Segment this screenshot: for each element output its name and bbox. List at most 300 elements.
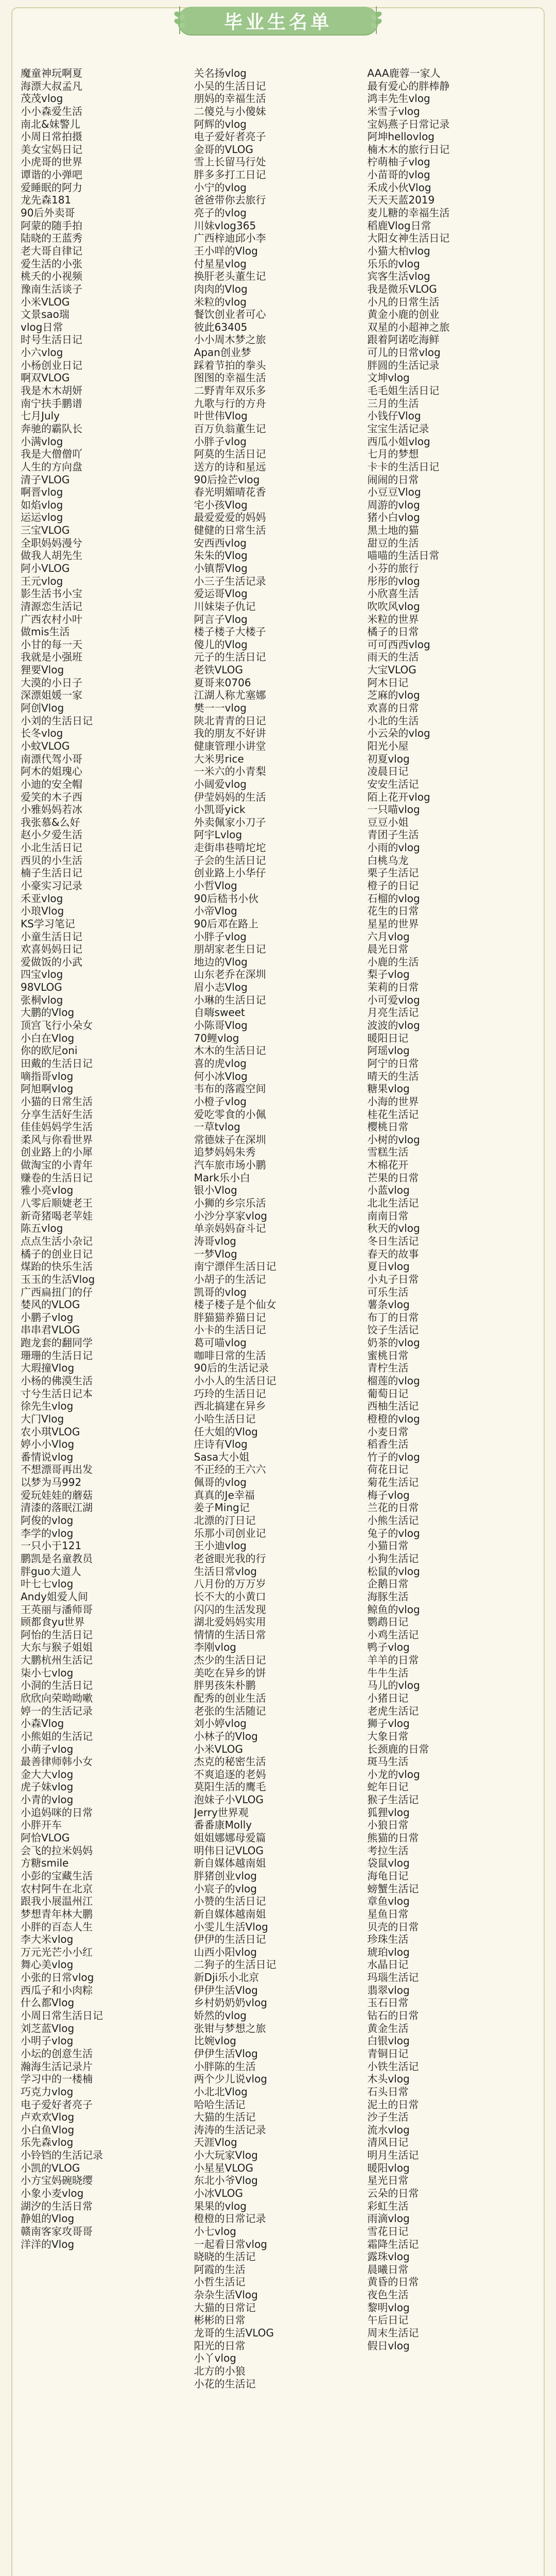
name-entry: 熊猫的日常 bbox=[367, 1832, 419, 1844]
name-entry: 两个少儿说vlog bbox=[194, 2073, 267, 2086]
name-entry: 小萌子vlog bbox=[21, 1742, 74, 1755]
name-entry: 禾亚vlog bbox=[21, 892, 63, 905]
name-entry: 外卖佩家小刀子 bbox=[194, 816, 266, 828]
name-entry: 比婉vlog bbox=[194, 2035, 236, 2047]
name-entry: 老铁VLOG bbox=[194, 664, 244, 676]
name-entry: 爸爸带你去旅行 bbox=[194, 194, 266, 207]
name-entry: 子会的生活日记 bbox=[194, 854, 266, 867]
name-entry: 我是微乐VLOG bbox=[367, 282, 437, 295]
name-entry: 云朵的日常 bbox=[367, 2187, 419, 2199]
name-entry: 学习中的一楼楠 bbox=[21, 2073, 93, 2086]
name-entry: 地边的Vlog bbox=[194, 955, 248, 968]
name-entry: 小哈生活日记 bbox=[194, 1412, 256, 1425]
name-entry: 雪花日记 bbox=[367, 2225, 409, 2238]
name-entry: 如焰vlog bbox=[21, 498, 63, 511]
name-entry: 小狗生活记 bbox=[367, 1552, 419, 1565]
name-entry: 傻儿的Vlog bbox=[194, 638, 248, 651]
name-entry: 小鹏子vlog bbox=[21, 1311, 74, 1324]
name-entry: 生活日常vlog bbox=[194, 1565, 257, 1578]
name-entry: 阿瑶vlog bbox=[367, 1044, 410, 1057]
name-entry: 佩哥的vlog bbox=[194, 1476, 247, 1489]
name-entry: 伊伊生活Vlog bbox=[194, 1984, 258, 1996]
name-entry: 大漠的小日子 bbox=[21, 676, 82, 689]
name-entry: 狐狸vlog bbox=[367, 1806, 410, 1819]
name-entry: 小周日常拍摄 bbox=[21, 130, 82, 143]
name-entry: 佳佳妈妈学生活 bbox=[21, 1121, 93, 1133]
name-entry: 做我人胡先生 bbox=[21, 549, 82, 562]
name-entry: 李刚vlog bbox=[194, 1641, 236, 1654]
name-entry: 小冰VLOG bbox=[194, 2187, 244, 2199]
name-entry: 夏日vlog bbox=[367, 1260, 410, 1273]
name-entry: 做淘宝的小青年 bbox=[21, 1159, 93, 1172]
name-entry: 葛可喵vlog bbox=[194, 1336, 247, 1349]
name-entry: 番情说vlog bbox=[21, 1450, 74, 1463]
name-entry: 石头日常 bbox=[367, 2085, 409, 2098]
name-entry: 朋妈的幸福生活 bbox=[194, 92, 266, 105]
name-entry: 明月生活记 bbox=[367, 2149, 419, 2162]
name-entry: 蛇年日记 bbox=[367, 1781, 409, 1793]
name-entry: 米粒的vlog bbox=[194, 295, 247, 308]
name-entry: 阿莫的生活日记 bbox=[194, 448, 266, 461]
name-entry: 小哲Vlog bbox=[194, 879, 237, 892]
name-entry: 小铁生活记 bbox=[367, 2060, 419, 2073]
name-entry: 健康管理小讲堂 bbox=[194, 739, 266, 752]
name-entry: 小卡的生活日记 bbox=[194, 1324, 266, 1336]
name-entry: 暖阳vlog bbox=[367, 2161, 410, 2174]
name-entry: 小陈哥Vlog bbox=[194, 1019, 248, 1032]
name-entry: 叶世伟Vlog bbox=[194, 410, 248, 422]
name-column-1 bbox=[21, 67, 189, 2390]
name-entry: 雨天的生活 bbox=[367, 651, 419, 664]
name-entry: 长不大的小黄口 bbox=[194, 1590, 266, 1603]
name-entry: 甜豆的生活 bbox=[367, 536, 419, 549]
name-entry: 星光日常 bbox=[367, 2174, 409, 2187]
name-entry: 牛牛生活 bbox=[367, 1666, 409, 1679]
name-entry: 琥珀vlog bbox=[367, 1945, 410, 1958]
name-entry: 胖多多打工日记 bbox=[194, 168, 266, 181]
name-entry: 小凡的日常生活 bbox=[367, 295, 440, 308]
name-entry: 鲸鱼的vlog bbox=[367, 1603, 420, 1616]
name-entry: 静姐的Vlog bbox=[21, 2212, 75, 2225]
name-entry: 榴莲的vlog bbox=[367, 1374, 420, 1387]
name-entry: 海豚生活 bbox=[367, 1590, 409, 1603]
name-entry: 黄金小鹿的创业 bbox=[367, 308, 440, 321]
name-entry: 小刘的生活日记 bbox=[21, 714, 93, 727]
name-entry: 小沙分享家vlog bbox=[194, 1209, 267, 1222]
name-entry: 闪闪的生活发现 bbox=[194, 1603, 266, 1616]
name-entry: 晨光日常 bbox=[367, 943, 409, 956]
name-entry: 玉石日常 bbox=[367, 1996, 409, 2009]
name-entry: 安安生活记 bbox=[367, 777, 419, 790]
name-entry: 小虎哥的世界 bbox=[21, 156, 82, 168]
name-entry: 西贝的小生活 bbox=[21, 854, 82, 867]
name-entry: 南北&妹警儿 bbox=[21, 117, 80, 130]
name-entry: 初夏vlog bbox=[367, 752, 410, 765]
name-entry: 稻香生活 bbox=[367, 1438, 409, 1451]
name-entry: 爱笑的木子西 bbox=[21, 790, 82, 803]
name-entry: 90后捡芒vlog bbox=[194, 473, 260, 486]
name-entry: 百万负翁董生记 bbox=[194, 422, 266, 435]
name-entry: 玛瑙生活记 bbox=[367, 1971, 419, 1984]
name-entry: 赵小夕爱生活 bbox=[21, 828, 82, 841]
name-entry: 星星的世界 bbox=[367, 917, 419, 930]
name-entry: 企鹅日常 bbox=[367, 1578, 409, 1590]
name-entry: 橘子的创业日记 bbox=[21, 1247, 93, 1260]
name-entry: 小青的vlog bbox=[21, 1793, 74, 1806]
name-entry: 餐饮创业者可心 bbox=[194, 308, 266, 321]
name-entry: 赣南客家攻哥哥 bbox=[21, 2225, 93, 2238]
name-entry: 小宸子的vlog bbox=[194, 1882, 257, 1895]
name-entry: 桂花生活记 bbox=[367, 1108, 419, 1121]
name-entry: 小米VLOG bbox=[21, 295, 70, 308]
name-entry: 阿怡的生活日记 bbox=[21, 1628, 93, 1641]
name-entry: 大猫的日常记 bbox=[194, 2301, 256, 2314]
name-entry: 瀚海生活记录片 bbox=[21, 2060, 93, 2073]
name-entry: 深漂姐媛一家 bbox=[21, 689, 82, 702]
name-entry: 西柚生活记 bbox=[367, 1400, 419, 1413]
name-entry: 八零后顺婕老王 bbox=[21, 1197, 93, 1210]
name-entry: 小哲生活记 bbox=[194, 2276, 246, 2289]
name-entry: 双星的小超神之旅 bbox=[367, 320, 450, 333]
name-entry: 乐乐的vlog bbox=[367, 257, 420, 270]
name-entry: 葡萄日记 bbox=[367, 1387, 409, 1400]
name-entry: 卢欢欢Vlog bbox=[21, 2111, 75, 2124]
name-entry: 小丫vlog bbox=[194, 2352, 236, 2365]
name-entry: 电子爱好者亮子 bbox=[21, 2098, 93, 2111]
name-entry: 马儿的vlog bbox=[367, 1679, 420, 1692]
name-entry: 龙先森181 bbox=[21, 194, 72, 207]
name-entry: 小鹿的生活 bbox=[367, 955, 419, 968]
name-entry: 寸兮生活日记本 bbox=[21, 1387, 93, 1400]
name-entry: 小洞的生活日记 bbox=[21, 1679, 93, 1692]
name-entry: 北方的小狼 bbox=[194, 2364, 246, 2377]
name-entry: 周游的vlog bbox=[367, 498, 420, 511]
name-entry: 文景sao瑞 bbox=[21, 308, 70, 321]
name-entry: 可可西西vlog bbox=[367, 638, 430, 651]
name-entry: 配秀的创业生活 bbox=[194, 1692, 266, 1704]
name-entry: 肉肉的Vlog bbox=[194, 282, 248, 295]
name-entry: 欢喜的日常 bbox=[367, 702, 419, 715]
name-entry: 猪小白vlog bbox=[367, 511, 420, 524]
name-entry: 春光明媚晴花香 bbox=[194, 486, 266, 499]
name-entry: 王元vlog bbox=[21, 574, 63, 587]
name-entry: 可儿的日常vlog bbox=[367, 346, 441, 359]
name-entry: 橙子的日记 bbox=[367, 879, 419, 892]
name-entry: 换肝老头董生记 bbox=[194, 270, 266, 283]
name-entry: 黑土地的猫 bbox=[367, 524, 419, 537]
name-entry: 假日vlog bbox=[367, 2339, 410, 2352]
name-entry: 顶宫飞行小朵女 bbox=[21, 1019, 93, 1032]
name-entry: 小帝Vlog bbox=[194, 905, 237, 918]
name-entry: 阿霞的生活 bbox=[194, 2263, 246, 2276]
name-entry: 洋洋的Vlog bbox=[21, 2238, 75, 2250]
name-entry: 嘀指哥vlog bbox=[21, 1070, 74, 1082]
name-entry: 彩虹生活 bbox=[367, 2199, 409, 2212]
name-entry: 樱桃日常 bbox=[367, 1121, 409, 1133]
name-entry: 小树的vlog bbox=[367, 1133, 420, 1146]
name-entry: 月亮生活记 bbox=[367, 1006, 419, 1019]
name-entry: 一米六的小青梨 bbox=[194, 765, 266, 778]
name-entry: 白桃乌龙 bbox=[367, 854, 409, 867]
name-entry: 胖猫猫养猫日记 bbox=[194, 1311, 266, 1324]
name-entry: 小追妈咪的日常 bbox=[21, 1806, 93, 1819]
name-entry: 闹闹的日常 bbox=[367, 473, 419, 486]
name-entry: 四宝vlog bbox=[21, 968, 63, 981]
name-entry: 小七vlog bbox=[194, 2225, 236, 2238]
name-entry: 情情的生活日常 bbox=[194, 1628, 266, 1641]
name-entry: 爱生活的小张 bbox=[21, 257, 82, 270]
name-entry: 橙橙的vlog bbox=[367, 1412, 420, 1425]
name-entry: 小小周木梦之旅 bbox=[194, 333, 266, 346]
name-entry: 木木的生活日记 bbox=[194, 1044, 266, 1057]
name-entry: 刘芝蓝Vlog bbox=[21, 2022, 75, 2035]
name-entry: 庄诗有Vlog bbox=[194, 1438, 248, 1451]
name-entry: 不正经的王六六 bbox=[194, 1463, 266, 1476]
name-entry: 小星星VLOG bbox=[194, 2161, 254, 2174]
name-entry: 伊莹妈妈的生活 bbox=[194, 790, 266, 803]
name-entry: 凯哥的vlog bbox=[194, 1285, 247, 1298]
name-entry: 咖啡日常的生活 bbox=[194, 1349, 266, 1362]
name-entry: 乐先森vlog bbox=[21, 2136, 74, 2149]
name-entry: 刘小婷vlog bbox=[194, 1717, 247, 1730]
name-entry: 明伟日记VLOG bbox=[194, 1844, 264, 1857]
name-entry: 金哥的VLOG bbox=[194, 143, 254, 156]
name-entry: 一只小于121 bbox=[21, 1539, 82, 1552]
name-entry: 小胖的百态人生 bbox=[21, 1920, 93, 1933]
name-entry: 雪糕生活 bbox=[367, 1146, 409, 1159]
name-entry: 文坤vlog bbox=[367, 371, 410, 384]
name-entry: 蜜桃日常 bbox=[367, 1349, 409, 1362]
name-entry: 最善律师韩小女 bbox=[21, 1755, 93, 1768]
name-entry: 沙子生活 bbox=[367, 2111, 409, 2124]
name-entry: 小吴的生活日记 bbox=[194, 79, 266, 92]
name-entry: 狸要Vlog bbox=[21, 664, 64, 676]
name-entry: 涛哥vlog bbox=[194, 1234, 236, 1247]
name-entry: 小猫大柏vlog bbox=[367, 244, 430, 257]
name-entry: 黄金生活 bbox=[367, 2022, 409, 2035]
name-entry: 钻石的日常 bbox=[367, 2009, 419, 2022]
name-entry: 小小森爱生活 bbox=[21, 105, 82, 117]
name-entry: 袋鼠vlog bbox=[367, 1857, 410, 1870]
name-entry: 奶茶的vlog bbox=[367, 1336, 420, 1349]
name-entry: 常德妹子在深圳 bbox=[194, 1133, 266, 1146]
name-entry: 木棉花开 bbox=[367, 1159, 409, 1172]
name-entry: 小铃铛的生活记录 bbox=[21, 2149, 103, 2162]
name-entry: 小橙子vlog bbox=[194, 1095, 247, 1108]
name-entry: 大鹏杭州生活记 bbox=[21, 1654, 93, 1667]
name-entry: 荷花日记 bbox=[367, 1463, 409, 1476]
name-entry: 兔子的vlog bbox=[367, 1527, 420, 1539]
name-entry: KS学习笔记 bbox=[21, 917, 75, 930]
name-entry: 徐先生vlog bbox=[21, 1400, 74, 1413]
name-entry: 南宁扶手鹏谱 bbox=[21, 397, 82, 410]
name-entry: 小海的世界 bbox=[367, 1095, 419, 1108]
name-entry: 运运vlog bbox=[21, 511, 63, 524]
name-entry: 朋胡家老生日记 bbox=[194, 943, 266, 956]
name-entry: 90后的生活记录 bbox=[194, 1362, 269, 1375]
name-entry: 木头vlog bbox=[367, 2073, 410, 2086]
name-entry: 串串君VLOG bbox=[21, 1324, 80, 1336]
name-entry: 珊珊的生活日记 bbox=[21, 1349, 93, 1362]
name-entry: 阿蒙的随手拍 bbox=[21, 219, 82, 232]
name-entry: 李大米vlog bbox=[21, 1933, 74, 1946]
name-entry: Jerry世界观 bbox=[194, 1806, 249, 1819]
name-entry: 小蚊VLOG bbox=[21, 739, 70, 752]
name-entry: 小童生活日记 bbox=[21, 930, 82, 943]
name-entry: 元子的生活日记 bbox=[194, 651, 266, 664]
name-entry: 一草tvlog bbox=[194, 1121, 240, 1133]
name-entry: 胖guo大道人 bbox=[21, 1565, 81, 1578]
name-entry: 不爽追逐的老妈 bbox=[194, 1768, 266, 1781]
name-entry: 小满vlog bbox=[21, 435, 63, 448]
name-entry: 小雅妈妈若冰 bbox=[21, 803, 82, 816]
name-entry: 凌晨日记 bbox=[367, 765, 409, 778]
name-entry: 小森Vlog bbox=[21, 1717, 64, 1730]
name-entry: 走街串巷啃坨坨 bbox=[194, 841, 266, 854]
name-entry: 98VLOG bbox=[21, 981, 62, 994]
name-entry: 山东老乔在深圳 bbox=[194, 968, 266, 981]
name-entry: 小蓝vlog bbox=[367, 1184, 410, 1197]
name-entry: 小猫日常 bbox=[367, 1539, 409, 1552]
name-entry: 稻鹿Vlog日常 bbox=[367, 219, 431, 232]
name-entry: 小宁的vlog bbox=[194, 181, 247, 194]
name-entry: 北北生活记 bbox=[367, 1197, 419, 1210]
name-entry: 大猫的生活记 bbox=[194, 2111, 256, 2124]
name-entry: 花生的日常 bbox=[367, 905, 419, 918]
name-entry: 阿木日记 bbox=[367, 676, 409, 689]
name-entry: 西瓜小姐vlog bbox=[367, 435, 430, 448]
name-entry: 小花的生活记 bbox=[194, 2377, 256, 2390]
name-entry: 汽车旅市场小鹏 bbox=[194, 1159, 266, 1172]
name-entry: 小胖陈的生活 bbox=[194, 2060, 256, 2073]
name-entry: 布丁的日常 bbox=[367, 1311, 419, 1324]
name-entry: 小象小麦vlog bbox=[21, 2187, 84, 2199]
name-entry: 夜色生活 bbox=[367, 2289, 409, 2301]
name-entry: 楠子生活日记 bbox=[21, 867, 82, 879]
name-entry: 大宝VLOG bbox=[367, 664, 416, 676]
name-entry: 新Dji乐小北京 bbox=[194, 1971, 259, 1984]
name-entry: 不想漂哥再出发 bbox=[21, 1463, 93, 1476]
name-entry: 三月的生活 bbox=[367, 397, 419, 410]
leaf-icon bbox=[367, 4, 386, 35]
name-entry: 楼子楼子是个仙女 bbox=[194, 1298, 276, 1311]
name-entry: 任大姐的Vlog bbox=[194, 1425, 258, 1438]
name-entry: 小猫的日常生活 bbox=[21, 1095, 93, 1108]
name-entry: 小云朵的vlog bbox=[367, 727, 430, 740]
name-entry: 真真的Je幸福 bbox=[194, 1488, 255, 1501]
name-entry: 做mis生活 bbox=[21, 625, 70, 638]
name-entry: 梨子vlog bbox=[367, 968, 410, 981]
name-entry: 夏哥来0706 bbox=[194, 676, 251, 689]
name-entry: 小熊生活记 bbox=[367, 1514, 419, 1527]
name-entry: 啊双VLOG bbox=[21, 371, 70, 384]
name-entry: 珍珠生活 bbox=[367, 1933, 409, 1946]
name-entry: 大阳女神生活日记 bbox=[367, 232, 450, 245]
name-entry: 小琳的生活日记 bbox=[194, 993, 266, 1006]
name-entry: 婷一的生活记录 bbox=[21, 1704, 93, 1717]
name-entry: 大象日常 bbox=[367, 1730, 409, 1742]
name-entry: 送方的诗和星远 bbox=[194, 460, 266, 473]
name-entry: 宝宝生活记录 bbox=[367, 422, 429, 435]
name-entry: 清子VLOG bbox=[21, 473, 70, 486]
name-entry: 考拉生活 bbox=[367, 1844, 409, 1857]
name-entry: 奔驰的霸队长 bbox=[21, 422, 82, 435]
name-entry: 创业路上小华仔 bbox=[194, 867, 266, 879]
name-entry: Andy姐爱人间 bbox=[21, 1590, 88, 1603]
name-entry: 张钳与梦想之旅 bbox=[194, 2022, 266, 2035]
name-entry: 小阔爱vlog bbox=[194, 777, 247, 790]
name-entry: 虎子妹vlog bbox=[21, 1781, 74, 1793]
name-entry: 梅子vlog bbox=[367, 1488, 410, 1501]
name-entry: 糖果vlog bbox=[367, 1082, 410, 1095]
name-entry: 小芬的旅行 bbox=[367, 562, 419, 574]
name-entry: 狮子vlog bbox=[367, 1717, 410, 1730]
name-entry: 伊伊的生活日记 bbox=[194, 1933, 266, 1946]
name-entry: 胖猪创业vlog bbox=[194, 1869, 257, 1882]
name-entry: 我就是小强班 bbox=[21, 651, 82, 664]
name-entry: 长冬vlog bbox=[21, 727, 63, 740]
name-entry: 小鸡生活记 bbox=[367, 1628, 419, 1641]
name-entry: 人生的方向盘 bbox=[21, 460, 82, 473]
name-entry: 踩着节拍的拳头 bbox=[194, 359, 266, 371]
name-entry: Sasa大小姐 bbox=[194, 1450, 250, 1463]
name-entry: 白银vlog bbox=[367, 2035, 410, 2047]
name-entry: 翡翠vlog bbox=[367, 1984, 410, 1996]
name-entry: 美女宝妈日记 bbox=[21, 143, 82, 156]
name-entry: 爱运哥Vlog bbox=[194, 587, 248, 600]
name-entry: Mark乐小白 bbox=[194, 1171, 250, 1184]
name-entry: 樊一一vlog bbox=[194, 702, 247, 715]
name-entry: 青团子生活 bbox=[367, 828, 419, 841]
name-entry: 小坛的创意生活 bbox=[21, 2047, 93, 2060]
name-entry: 九歌与行的方舟 bbox=[194, 397, 266, 410]
name-entry: 一起看日常vlog bbox=[194, 2238, 267, 2250]
name-entry: 我是大僧僧吖 bbox=[21, 448, 82, 461]
name-entry: 爱玩娃娃的蘑菇 bbox=[21, 1488, 93, 1501]
name-entry: 我是木木胡妍 bbox=[21, 384, 82, 397]
name-entry: 你的欧尼oni bbox=[21, 1044, 78, 1057]
name-entry: 黄昏的日常 bbox=[367, 2276, 419, 2289]
name-entry: 小胖开车 bbox=[21, 1819, 62, 1832]
name-entry: 王英丽与潘师哥 bbox=[21, 1603, 93, 1616]
name-entry: 宝妈燕子日常记录 bbox=[367, 117, 450, 130]
name-entry: 豫南生活谈子 bbox=[21, 282, 82, 295]
name-entry: 健健的日常生活 bbox=[194, 524, 266, 537]
name-entry: 阿坤hellovlog bbox=[367, 130, 435, 143]
name-entry: 阿恰VLOG bbox=[21, 1832, 70, 1844]
name-entry: 秋天的vlog bbox=[367, 1222, 420, 1235]
name-entry: 会飞的拉米妈妈 bbox=[21, 1844, 93, 1857]
name-entry: 美吃在异乡的饼 bbox=[194, 1666, 266, 1679]
name-entry: 新自媒体越南姐 bbox=[194, 1857, 266, 1870]
name-entry: Apan创业梦 bbox=[194, 346, 251, 359]
name-entry: 七月July bbox=[21, 410, 60, 422]
name-entry: 竹子的vlog bbox=[367, 1450, 420, 1463]
name-entry: 婪风的VLOG bbox=[21, 1298, 80, 1311]
name-entry: 小豪实习记录 bbox=[21, 879, 82, 892]
name-entry: 小张的日常vlog bbox=[21, 1971, 94, 1984]
name-entry: 螃蟹生活记 bbox=[367, 1882, 419, 1895]
name-entry: 王小咩的Vlog bbox=[194, 244, 258, 257]
name-entry: 青柠生活 bbox=[367, 1362, 409, 1375]
name-entry: 老大哥自律记 bbox=[21, 244, 82, 257]
name-entry: 金大大vlog bbox=[21, 1768, 74, 1781]
name-entry: 阳光的日常 bbox=[194, 2339, 246, 2352]
name-entry: 创业路上的小犀 bbox=[21, 1146, 93, 1159]
name-entry: 星鱼日常 bbox=[367, 1907, 409, 1920]
name-entry: 小钱仔Vlog bbox=[367, 410, 421, 422]
name-entry: 川妹柒子仇记 bbox=[194, 600, 256, 613]
